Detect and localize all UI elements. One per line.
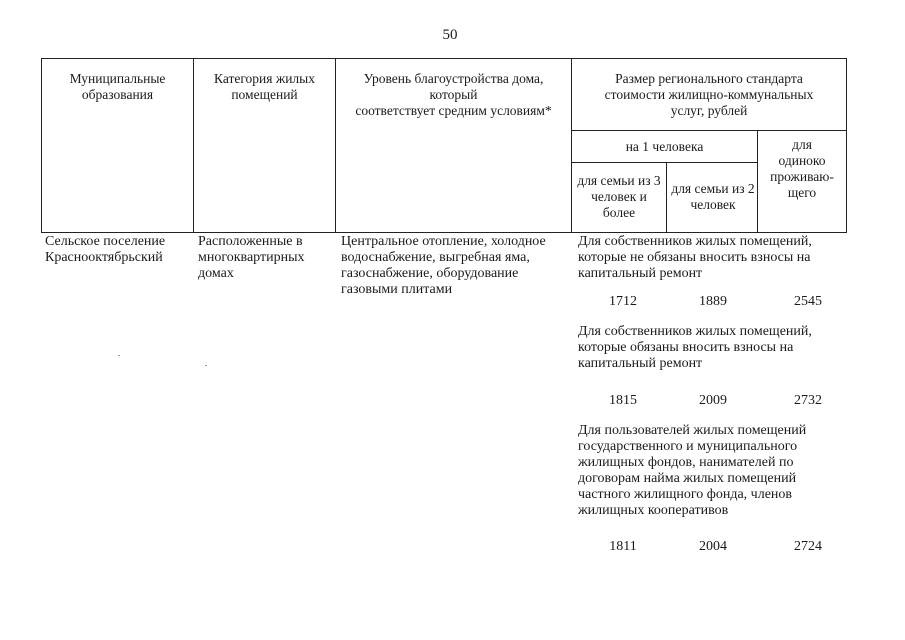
group-1-family2: 1889 [699,294,727,309]
row-category: Расположенные в многоквартирных домах [198,234,305,281]
group-3-desc: Для пользователей жилых помещений государственного и муниципального жилищных фондов, нанимателей по договорам найма жилых помещений частного жилищного фонда, членов жилищных кооперативов [578,423,807,518]
page-number: 50 [442,27,458,43]
group-2-desc: Для собственников жилых помещений, которые обязаны вносить взносы на капитальный ремонт [578,324,812,371]
header-level-line2: соответствует средним условиям* [355,103,552,118]
group-3-family2: 2004 [699,539,727,554]
group-2-family2: 2009 [699,393,727,408]
header-single-line1: для [792,137,812,152]
row-level: Центральное отопление, холодное водоснабжение, выгребная яма, газоснабжение, оборудование газовыми плитами [341,234,546,297]
group-1-values [578,294,846,310]
scan-speck [205,365,207,366]
group-2-single: 2732 [794,393,822,408]
row-municipality: Сельское поселение Краснооктябрьский [45,234,166,265]
header-size [572,59,847,131]
header-category [194,59,336,233]
header-table [41,58,847,233]
scan-speck [118,355,120,356]
header-level [336,59,572,233]
header-level-line1: Уровень благоустройства дома, который [363,71,544,102]
header-single-line2: одиноко [778,153,826,168]
header-municipal-text: Муниципальные образования [69,71,166,102]
header-family3 [572,163,667,233]
header-single-line3: проживаю- [770,169,834,184]
header-size-text: Размер регионального стандарта стоимости жилищно-коммунальных услуг, рублей [604,71,814,118]
group-1-family3: 1712 [609,294,637,309]
header-municipal [42,59,194,233]
header-single-line4: щего [787,185,817,200]
header-family2 [667,163,758,233]
group-2-values [578,393,846,409]
group-1-desc: Для собственников жилых помещений, которые не обязаны вносить взносы на капитальный ремонт [578,234,812,281]
header-single [758,131,847,233]
header-category-text: Категория жилых помещений [214,71,315,102]
header-per-person: на 1 человека [572,131,758,163]
group-3-family3: 1811 [609,539,637,554]
group-3-single: 2724 [794,539,822,554]
header-family2-text: для семьи из 2 человек [671,181,755,212]
group-3-values [578,539,846,555]
group-2-family3: 1815 [609,393,637,408]
group-1-single: 2545 [794,294,822,309]
header-family3-text: для семьи из 3 человек и более [577,173,661,220]
